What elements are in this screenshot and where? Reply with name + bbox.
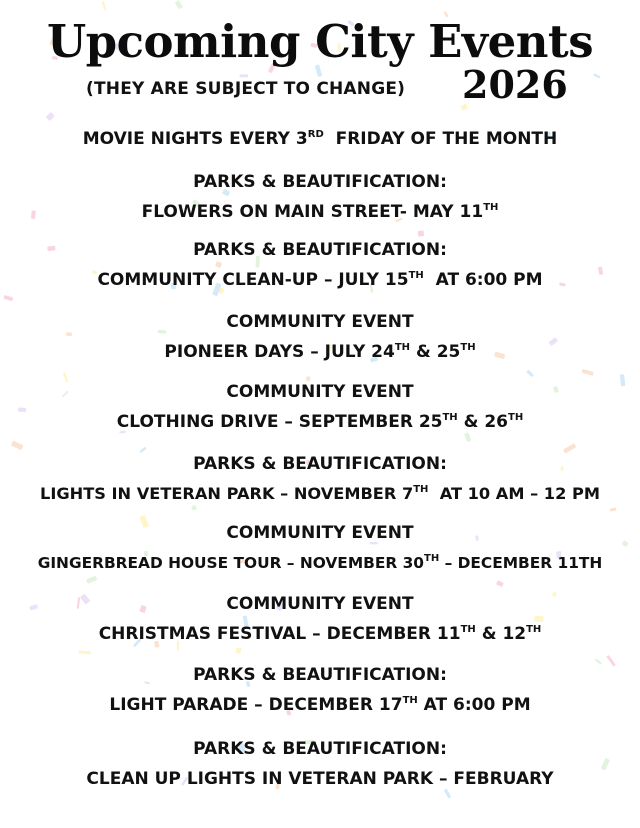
event-category-parks: PARKS & BEAUTIFICATION:	[193, 172, 447, 192]
event-category-community: COMMUNITY EVENT	[226, 523, 414, 543]
event-pioneer-days: PIONEER DAYS – JULY 24TH & 25TH	[164, 342, 476, 362]
event-clothing-drive: CLOTHING DRIVE – SEPTEMBER 25TH & 26TH	[116, 412, 524, 432]
event-clean-up-lights: CLEAN UP LIGHTS IN VETERAN PARK – FEBRUARY	[86, 769, 554, 789]
event-gingerbread-house-tour: GINGERBREAD HOUSE TOUR – NOVEMBER 30TH – DECEMBER 11TH	[37, 553, 603, 572]
event-category-community: COMMUNITY EVENT	[226, 594, 414, 614]
event-movie-nights: MOVIE NIGHTS EVERY 3RD FRIDAY OF THE MONTH	[82, 129, 558, 149]
event-christmas-festival: CHRISTMAS FESTIVAL – DECEMBER 11TH & 12TH	[98, 624, 542, 644]
event-category-community: COMMUNITY EVENT	[226, 382, 414, 402]
event-light-parade: LIGHT PARADE – DECEMBER 17TH AT 6:00 PM	[109, 695, 531, 715]
event-lights-veteran-park: LIGHTS IN VETERAN PARK – NOVEMBER 7TH AT 10 AM – 12 PM	[40, 484, 600, 503]
year-label: 2026	[462, 62, 568, 107]
event-flowers-main-street: FLOWERS ON MAIN STREET- MAY 11TH	[141, 202, 499, 222]
subtitle-disclaimer: (THEY ARE SUBJECT TO CHANGE)	[86, 79, 406, 99]
event-category-parks: PARKS & BEAUTIFICATION:	[193, 665, 447, 685]
event-community-clean-up: COMMUNITY CLEAN-UP – JULY 15TH AT 6:00 PM	[97, 270, 543, 290]
event-category-parks: PARKS & BEAUTIFICATION:	[193, 739, 447, 759]
event-category-parks: PARKS & BEAUTIFICATION:	[193, 240, 447, 260]
page-title: Upcoming City Events	[46, 15, 594, 68]
event-category-community: COMMUNITY EVENT	[226, 312, 414, 332]
event-category-parks: PARKS & BEAUTIFICATION:	[193, 454, 447, 474]
